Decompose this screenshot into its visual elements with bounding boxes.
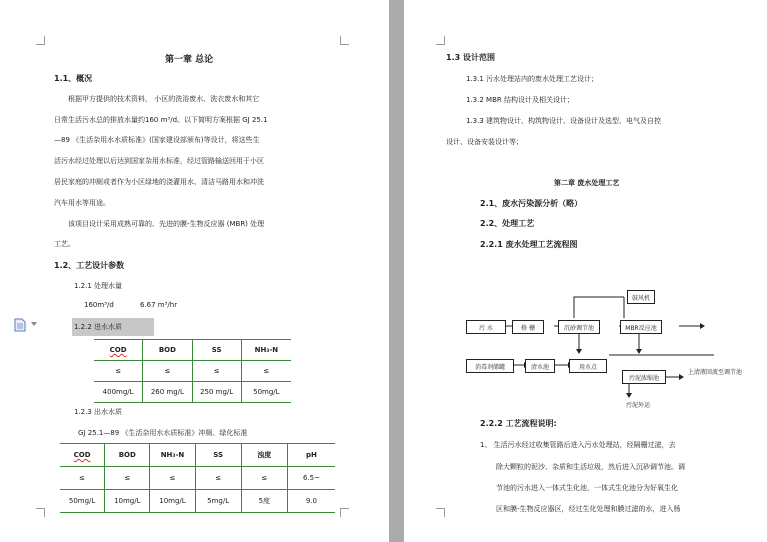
table-cell: ≤ bbox=[193, 361, 242, 381]
table-cell: ≤ bbox=[94, 361, 143, 381]
table-header-cell: NH₃-N bbox=[254, 346, 279, 354]
paragraph-line: 1、 生活污水经过收集管路后进入污水处理站，经隔栅过滤，去 bbox=[480, 441, 676, 449]
sludge-thickener-box: 污泥浓缩池 bbox=[622, 370, 666, 384]
table-cell: 5度 bbox=[242, 490, 288, 512]
table-header-cell: pH bbox=[306, 451, 317, 459]
paragraph-line: 根据甲方提供的技术资料， 小区的洗浴废水、洗衣废水和其它 bbox=[68, 95, 260, 103]
subsection-heading: 2.2.1 废水处理工艺流程图 bbox=[480, 240, 578, 249]
right-page bbox=[404, 0, 767, 542]
crop-mark bbox=[340, 36, 349, 45]
subsection-heading: 1.2.1 处理水量 bbox=[74, 282, 123, 290]
paragraph-line: 节池的污水进入一体式生化池，一体式生化池分为好氧生化 bbox=[496, 484, 678, 492]
table-cell: 10mg/L bbox=[150, 490, 195, 512]
list-item: 1.3.3 建筑物设计、构筑物设计、设备设计及选型、电气及自控 bbox=[466, 117, 662, 125]
paragraph-line: 日常生活污水总的排放水量约160 m³/d。以下简明方案根据 GJ 25.1 bbox=[54, 116, 268, 124]
table-row bbox=[60, 490, 335, 512]
table-header-cell: SS bbox=[193, 340, 242, 360]
table-header-cell: COD bbox=[60, 444, 105, 466]
chapter-title: 第二章 废水处理工艺 bbox=[554, 179, 620, 187]
paragraph-line: 汽车用水等用途。 bbox=[54, 199, 110, 207]
crop-mark bbox=[340, 508, 349, 517]
table-header-cell: COD bbox=[94, 340, 143, 360]
table-cell: ≤ bbox=[60, 467, 105, 489]
section-heading: 1.3 设计范围 bbox=[446, 53, 495, 62]
outlet-quality-table bbox=[60, 443, 335, 513]
table-cell: ≤ bbox=[196, 467, 242, 489]
sewage-box: 污 水 bbox=[466, 320, 506, 334]
subsection-heading-selected[interactable]: 1.2.2 进水水质 bbox=[72, 318, 154, 336]
table-cell: 260 mg/L bbox=[143, 382, 192, 402]
reuse-point-box: 用水点 bbox=[569, 359, 607, 373]
section-heading: 2.1、废水污染源分析（略） bbox=[480, 199, 583, 208]
disinfectant-tank-box: 消毒剂储罐 bbox=[466, 359, 514, 373]
table-row bbox=[94, 382, 291, 402]
table-row bbox=[60, 444, 335, 467]
paragraph-line: 该项目设计采用成熟可靠的、先进的膜-生物反应器 (MBR) 处理 bbox=[68, 220, 265, 228]
table-cell: 50mg/L bbox=[60, 490, 105, 512]
table-cell: ≤ bbox=[150, 467, 195, 489]
document-icon[interactable] bbox=[14, 318, 26, 332]
table-cell: 10mg/L bbox=[105, 490, 150, 512]
table-cell: 400mg/L bbox=[94, 382, 143, 402]
paragraph-line: 工艺。 bbox=[54, 240, 75, 248]
process-flow-diagram bbox=[404, 285, 767, 415]
list-item: 1.3.2 MBR 结构设计及相关设计； bbox=[466, 96, 574, 104]
paragraph-line: 区和膜-生物反应器区，经过生化处理和膜过滤的水，进入杨 bbox=[496, 505, 681, 513]
return-label: 上清液回流至调节池 bbox=[688, 369, 743, 376]
table-cell: ≤ bbox=[105, 467, 150, 489]
subsection-heading: 1.2.3 出水水质 bbox=[74, 408, 123, 416]
chevron-down-icon[interactable] bbox=[31, 322, 37, 327]
mbr-tank-box: MBR反应池 bbox=[620, 320, 662, 334]
table-header-cell: 浊度 bbox=[242, 444, 288, 466]
chapter-title: 第一章 总论 bbox=[165, 55, 214, 65]
crop-mark bbox=[36, 508, 45, 517]
inlet-quality-table bbox=[94, 339, 291, 403]
paragraph-line: —89 《生活杂用水水质标准》(国家建设部颁布)等设计，将这些生 bbox=[54, 136, 260, 144]
paragraph-line: 活污水经过处理以后达到国家杂用水标准，经过管路输送回用于小区 bbox=[54, 157, 264, 165]
section-heading: 2.2、处理工艺 bbox=[480, 219, 535, 228]
table-cell: 250 mg/L bbox=[193, 382, 242, 402]
sludge-out-label: 污泥外运 bbox=[626, 402, 651, 409]
table-cell: ≤ bbox=[263, 367, 270, 375]
table-header-cell: BOD bbox=[143, 340, 192, 360]
table-row bbox=[60, 467, 335, 490]
section-heading: 1.1、概况 bbox=[54, 74, 93, 83]
table-header-cell: NH₃-N bbox=[150, 444, 195, 466]
list-item: 1.3.1 污水处理站内的废水处理工艺设计； bbox=[466, 75, 599, 83]
grid-box: 格 栅 bbox=[512, 320, 544, 334]
table-cell: ≤ bbox=[143, 361, 192, 381]
paragraph-line: 居民家庭的冲厕或者作为小区绿地的浇灌用水、清洁马路用水和冲洗 bbox=[54, 178, 264, 186]
standard-line: GJ 25.1—89 《生活杂用水水质标准》冲厕、绿化标准 bbox=[78, 429, 248, 437]
section-heading: 1.2、工艺设计参数 bbox=[54, 261, 125, 270]
table-cell: 6.5~ bbox=[302, 474, 320, 482]
clear-water-tank-box: 清水池 bbox=[525, 359, 555, 373]
crop-mark bbox=[436, 36, 445, 45]
crop-mark bbox=[436, 508, 445, 517]
table-row bbox=[94, 361, 291, 382]
air-line bbox=[574, 297, 624, 318]
table-cell: 9.0 bbox=[305, 497, 317, 505]
table-cell: 50mg/L bbox=[253, 388, 280, 396]
crop-mark bbox=[36, 36, 45, 45]
paragraph-line: 除大颗粒的泥沙、杂质和生活垃圾，然后进入沉砂调节池。调 bbox=[496, 463, 685, 471]
page-gutter bbox=[389, 0, 404, 542]
table-header-cell: SS bbox=[196, 444, 242, 466]
subsection-heading: 2.2.2 工艺流程说明: bbox=[480, 419, 557, 428]
table-header-cell: BOD bbox=[105, 444, 150, 466]
blower-box: 鼓风机 bbox=[627, 290, 655, 304]
equalization-tank-box: 沉砂调节池 bbox=[558, 320, 600, 334]
flow-hr-value: 6.67 m³/hr bbox=[140, 301, 178, 309]
table-row bbox=[94, 340, 291, 361]
list-item-continuation: 设计、设备安装设计等； bbox=[446, 138, 523, 146]
table-cell: ≤ bbox=[242, 467, 288, 489]
table-cell: 5mg/L bbox=[196, 490, 242, 512]
flow-value: 160m³/d bbox=[84, 301, 114, 309]
